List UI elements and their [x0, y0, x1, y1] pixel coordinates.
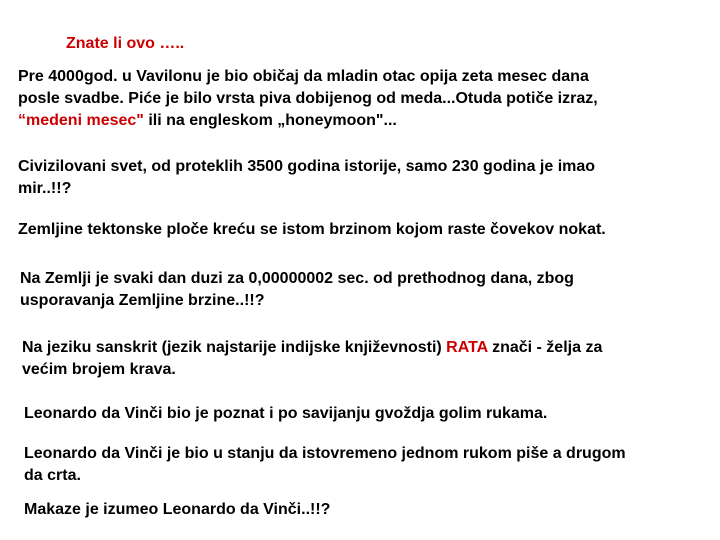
fact-leonardo-ambidextrous	[24, 443, 626, 487]
fact-line: Civizilovani svet, od proteklih 3500 godina istorije, samo 230 godina je imao	[18, 158, 596, 175]
page-title: Znate li ovo …..	[66, 35, 185, 52]
fact-line: posle svadbe. Piće je bilo vrsta piva dobijenog od meda...Otuda potiče izraz,	[18, 90, 598, 107]
fact-line: Leonardo da Vinči bio je poznat i po savijanju gvoždja golim rukama.	[24, 405, 548, 422]
fact-line: Makaze je izumeo Leonardo da Vinči..!!?	[24, 501, 331, 518]
fact-line-rest: ili na engleskom „honeymoon"...	[143, 112, 397, 129]
fact-line: Pre 4000god. u Vavilonu je bio običaj da mladin otac opija zeta mesec dana	[18, 68, 589, 85]
fact-peace	[18, 156, 595, 200]
fact-line	[22, 337, 602, 359]
fact-day-length	[20, 268, 574, 312]
fact-line: većim brojem krava.	[22, 361, 176, 378]
fact-honeymoon	[18, 66, 598, 132]
fact-tectonic-plates	[18, 219, 606, 241]
fact-line-before: Na jeziku sanskrit (jezik najstarije indijske književnosti)	[22, 339, 447, 356]
fact-line: da crta.	[24, 467, 81, 484]
fact-line-after: znači - želja za	[487, 339, 603, 356]
highlight-term: “medeni mesec"	[18, 112, 144, 129]
fact-line: Zemljine tektonske ploče kreću se istom brzinom kojom raste čovekov nokat.	[18, 221, 606, 238]
fact-leonardo-scissors	[24, 499, 330, 521]
fact-sanskrit	[22, 337, 602, 381]
highlight-term: RATA	[446, 339, 488, 356]
fact-line: usporavanja Zemljine brzine..!!?	[20, 292, 265, 309]
fact-line: mir..!!?	[18, 180, 72, 197]
fact-line: Na Zemlji je svaki dan duzi za 0,00000002 sec. od prethodnog dana, zbog	[20, 270, 574, 287]
fact-line	[18, 110, 598, 132]
fact-line: Leonardo da Vinči je bio u stanju da istovremeno jednom rukom piše a drugom	[24, 445, 626, 462]
fact-leonardo-strength	[24, 403, 547, 425]
